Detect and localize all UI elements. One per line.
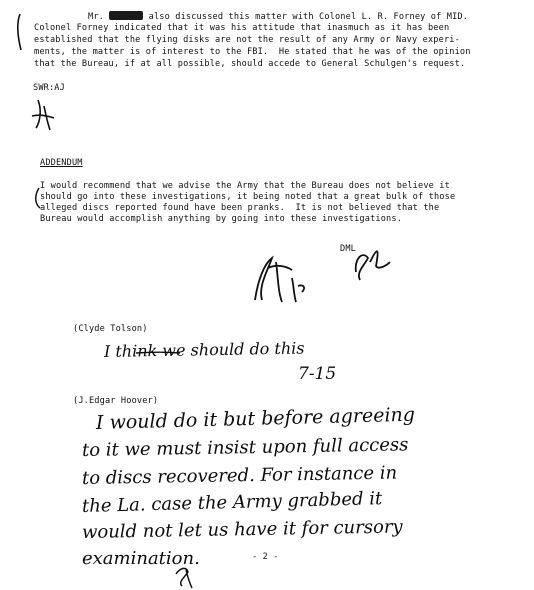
typist-initials: SWR:AJ — [33, 83, 65, 93]
dml-signature-scribble — [356, 251, 390, 280]
addendum-line-3: alleged discs reported found have been pranks. It is not believed that the — [40, 203, 440, 213]
handwritten-initials-signature — [255, 258, 304, 302]
addendum-line-2: should go into these investigations, it being noted that a great bulk of those — [40, 192, 456, 202]
hoover-note-line-3: to discs recovered. For instance in — [81, 462, 398, 489]
paragraph-line-1 — [88, 11, 468, 23]
addendum-line-4: Bureau would accomplish anything by going into these investigations. — [40, 214, 403, 224]
paragraph-line-1-prefix: Mr. — [88, 12, 104, 22]
bottom-initial-scribble — [176, 568, 192, 588]
left-margin-bracket — [18, 14, 21, 50]
hoover-note-line-4: the La. case the Army grabbed it — [81, 488, 383, 517]
tolson-label: (Clyde Tolson) — [73, 324, 148, 334]
hoover-note-line-6: examination. — [82, 548, 200, 569]
paragraph-line-4: ments, the matter is of interest to the FBI. He stated that he was of the opinion — [34, 47, 471, 57]
hoover-label: (J.Edgar Hoover) — [73, 396, 159, 406]
addendum-line-1: I would recommend that we advise the Army that the Bureau does not believe it — [40, 181, 450, 191]
paragraph-line-5: that the Bureau, if at all possible, should accede to General Schulgen's request. — [34, 59, 466, 69]
redaction-block — [109, 11, 143, 20]
hoover-note-line-5: would not let us have it for cursory — [81, 516, 403, 543]
hoover-note-line-2: to it we must insist upon full access — [81, 434, 409, 461]
addendum-heading: ADDENDUM — [40, 158, 83, 168]
paragraph-line-3: established that the flying disks are not the result of any Army or Navy experi- — [34, 35, 460, 45]
page-number: - 2 - — [252, 552, 279, 562]
initial-scribble-top — [32, 100, 54, 130]
paragraph-line-2: Colonel Forney indicated that it was his attitude that inasmuch as it has been — [34, 23, 450, 33]
dml-label: DML — [340, 244, 356, 254]
hoover-note-line-1: I would do it but before agreeing — [95, 403, 416, 434]
tolson-handwritten-date: 7-15 — [298, 364, 337, 384]
tolson-handwritten-note: I think we should do this — [103, 338, 305, 361]
paragraph-line-1-suffix: also discussed this matter with Colonel L. R. Forney of MID. — [148, 12, 469, 22]
